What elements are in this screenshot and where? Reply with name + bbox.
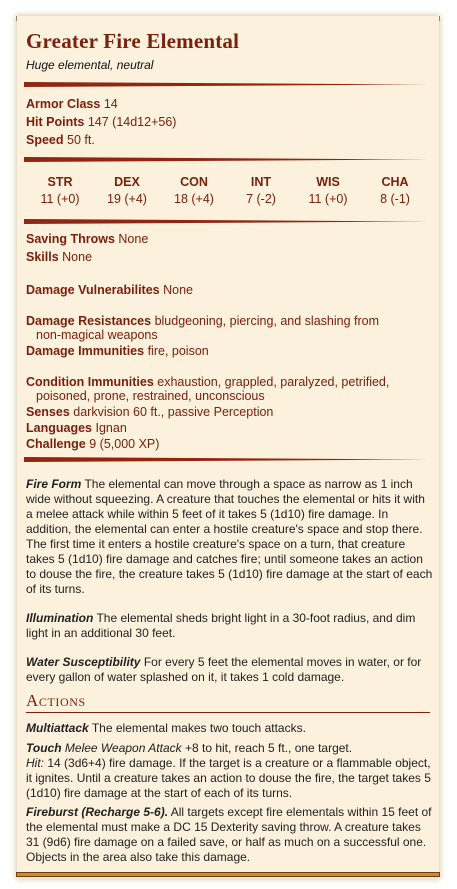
challenge-label: Challenge [26,437,86,451]
ability-name: INT [250,175,272,189]
ability-score: 7 (-2) [246,192,276,206]
feature-water-susceptibility [26,655,434,685]
feature-text: The elemental can move through a space as narrow as 1 inch wide without squeezing. A creature that touches the elemental or hits it with a melee attack while within 5 feet of it takes 5 (1d10) fire damage. In addition, the elemental can enter a hostile creature's space and stop there. The first time it enters a hostile creature's space on a turn, that creature takes 5 (1d10) fire damage and catches fire; until someone takes an action to douse the fire, the creature takes 5 (1d10) fire damage at the start of each of its turns. [26,477,433,596]
action-name: Touch [26,741,62,755]
condition-immunities [26,375,406,403]
ability-score: 11 (+0) [40,192,80,206]
ability-score: 8 (-1) [380,192,410,206]
languages-value: Ignan [95,421,127,435]
senses-value: darkvision 60 ft., passive Perception [73,405,274,419]
action-text: All targets except fire elementals within 15 feet of the elemental must make a DC 15 Dexterity saving throw. A creature takes 31 (9d6) fire damage on a failed save, or half as much on a successful one. Objects in the area also take this damage. [26,805,432,864]
action-name: Multiattack [26,721,89,735]
damage-resistances-value: bludgeoning, piercing, and slashing from [154,314,380,328]
tapered-rule [24,157,428,162]
armor-class [26,97,118,111]
ability-name: WIS [316,175,340,189]
action-text: The elemental makes two touch attacks. [91,721,306,735]
ability-wis [298,175,358,206]
bottom-border-bar [16,872,440,877]
action-text: +8 to hit, reach 5 ft., one target. [184,741,353,755]
creature-meta: Huge elemental, neutral [26,58,154,72]
damage-vulnerabilities-label: Damage Vulnerabilites [26,283,160,297]
ability-dex [97,175,157,206]
skills-label: Skills [26,250,59,264]
creature-name: Greater Fire Elemental [26,29,240,53]
languages-label: Languages [26,421,92,435]
hit-points-value: 147 (14d12+56) [87,115,177,129]
armor-class-value: 14 [103,97,118,111]
senses-label: Senses [26,405,70,419]
action-hit-label: Hit: [26,756,44,770]
feature-text: For every 5 feet the elemental moves in water, or for every gallon of water splashed on it, it takes 1 cold damage. [26,655,422,684]
feature-illumination [26,611,434,641]
action-multiattack [26,721,434,736]
condition-immunities-value: exhaustion, grappled, paralyzed, petrified, [157,375,390,389]
ability-name: CON [180,175,208,189]
speed-label: Speed [26,133,64,147]
ability-int [231,175,291,206]
tapered-rule [24,457,428,462]
saving-throws-value: None [118,232,149,246]
speed [26,133,95,147]
skills-value: None [62,250,93,264]
ability-score: 18 (+4) [174,192,214,206]
ability-name: CHA [381,175,409,189]
action-fireburst [26,805,434,865]
tapered-rule [24,82,428,87]
ability-score: 19 (+4) [107,192,147,206]
condition-immunities-value-cont: poisoned, prone, restrained, unconscious [36,389,265,403]
feature-name: Fire Form [26,477,82,491]
action-attack-type: Melee Weapon Attack [64,741,182,755]
ability-name: STR [47,175,73,189]
action-hit-text: 14 (3d6+4) fire damage. If the target is a creature or a flammable object, it ignites. Until a creature takes an action to douse the fire, the target takes 5 (1d10) fire damage at the start of each of its turns. [26,756,431,800]
tapered-rule [24,219,428,224]
saving-throws [26,232,148,246]
actions-heading: Actions [26,691,86,710]
skills [26,250,92,264]
ability-name: DEX [114,175,140,189]
action-name: Fireburst (Recharge 5-6). [26,805,169,819]
damage-resistances-label: Damage Resistances [26,314,152,328]
damage-vulnerabilities [26,283,193,297]
action-touch [26,741,434,801]
senses [26,405,273,419]
actions-rule [26,712,430,713]
languages [26,421,127,435]
damage-vulnerabilities-value: None [163,283,193,297]
damage-resistances [26,314,406,342]
damage-immunities-value: fire, poison [147,344,209,358]
condition-immunities-label: Condition Immunities [26,375,154,389]
ability-score: 11 (+0) [308,192,348,206]
hit-points-label: Hit Points [26,115,85,129]
speed-value: 50 ft. [67,133,95,147]
armor-class-label: Armor Class [26,97,101,111]
challenge-value: 9 (5,000 XP) [89,437,160,451]
challenge [26,437,159,451]
damage-immunities-label: Damage Immunities [26,344,145,358]
feature-name: Illumination [26,611,94,625]
ability-cha [365,175,425,206]
feature-text: The elemental sheds bright light in a 30-foot radius, and dim light in an additional 30 feet. [26,611,416,640]
damage-resistances-value-cont: non-magical weapons [36,328,158,342]
damage-immunities [26,344,209,358]
ability-con [164,175,224,206]
saving-throws-label: Saving Throws [26,232,115,246]
ability-str [30,175,90,206]
feature-fire-form [26,477,434,597]
feature-name: Water Susceptibility [26,655,141,669]
hit-points [26,115,176,129]
